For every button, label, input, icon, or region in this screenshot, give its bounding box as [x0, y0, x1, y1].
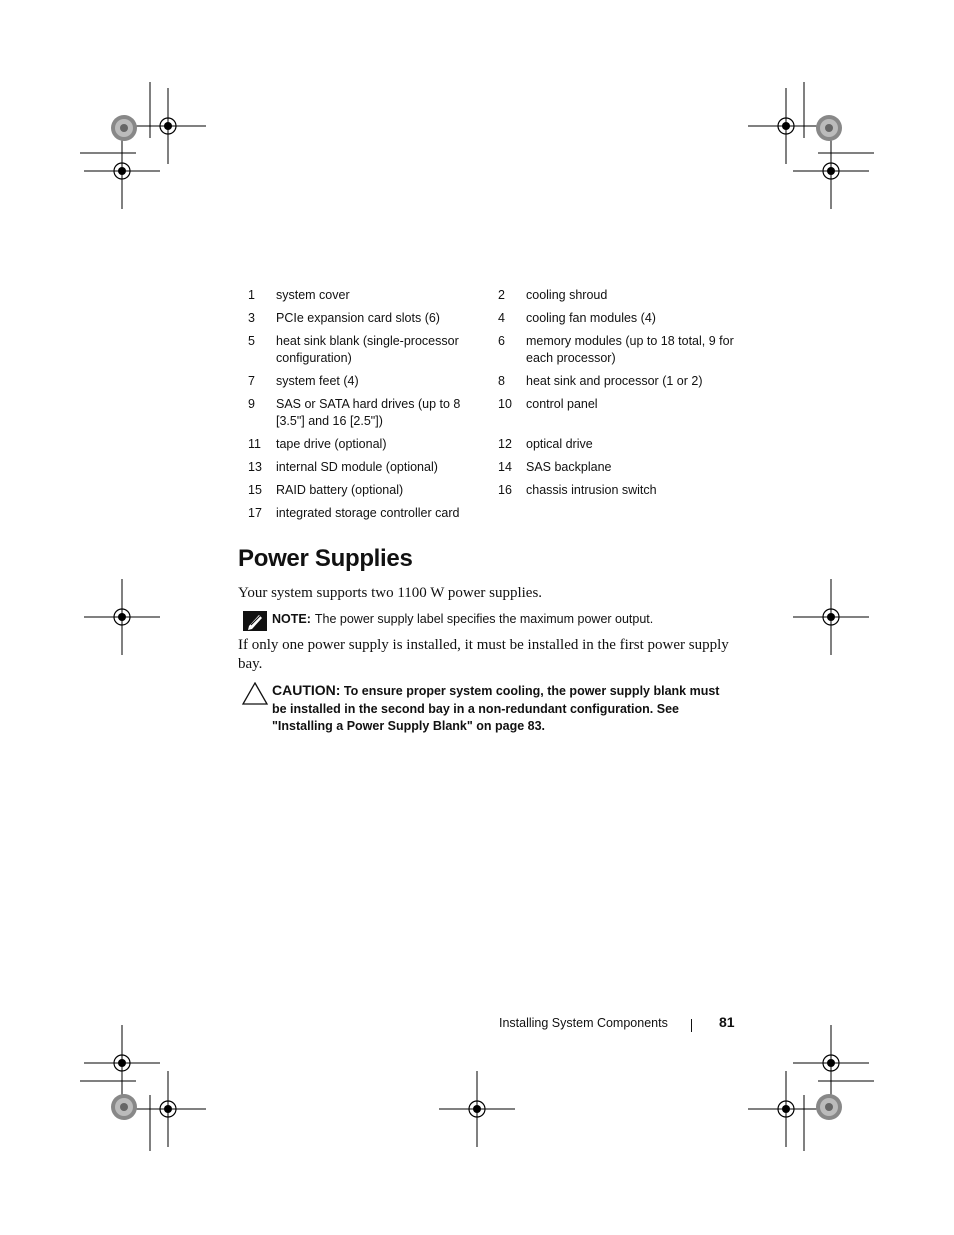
legend-item-label: system cover: [276, 288, 350, 302]
legend-item: [488, 333, 738, 367]
legend-item-label: optical drive: [526, 437, 593, 451]
legend-item: [488, 482, 738, 499]
legend-item-label: cooling shroud: [526, 288, 608, 302]
note-text: The power supply label specifies the maximum power output.: [314, 612, 654, 626]
legend-item: [238, 373, 488, 390]
starburst-mark-icon: [111, 1094, 137, 1120]
registration-mark-icon: [84, 1025, 160, 1101]
legend-item-label: system feet (4): [276, 374, 359, 388]
legend-item-label: chassis intrusion switch: [526, 483, 657, 497]
legend-item-label: SAS or SATA hard drives (up to 8 [3.5"] and 16 [2.5"]): [276, 397, 461, 428]
caution-triangle-icon: [238, 682, 272, 706]
registration-mark-icon: [84, 133, 160, 209]
footer-section-title: Installing System Components: [499, 1016, 668, 1030]
caution-text: To ensure proper system cooling, the power supply blank must be installed in the second bay in a non-redundant configuration. See "Installing a Power Supply Blank" on page 83.: [272, 684, 720, 733]
note-label: NOTE:: [272, 612, 311, 626]
legend-item: [238, 459, 488, 476]
legend-item-number: 16: [498, 483, 512, 497]
legend-item-number: 6: [498, 334, 505, 348]
legend-item-label: heat sink and processor (1 or 2): [526, 374, 703, 388]
legend-item-number: 13: [248, 460, 262, 474]
legend-item-number: 10: [498, 397, 512, 411]
starburst-mark-icon: [816, 115, 842, 141]
legend-item-label: tape drive (optional): [276, 437, 387, 451]
legend-item-label: control panel: [526, 397, 598, 411]
registration-mark-icon: [84, 579, 160, 655]
legend-item: [238, 287, 488, 304]
legend-item: [238, 505, 488, 522]
registration-mark-icon: [793, 579, 869, 655]
legend-item-number: 9: [248, 397, 255, 411]
legend-item-number: 11: [248, 437, 261, 451]
legend-item-label: integrated storage controller card: [276, 506, 460, 520]
legend-item-label: SAS backplane: [526, 460, 612, 474]
legend-item: [238, 436, 488, 453]
starburst-mark-icon: [111, 115, 137, 141]
legend-row: [238, 505, 738, 522]
legend-item: [488, 287, 738, 304]
legend-item-number: [488, 505, 526, 522]
legend-item-label: heat sink blank (single-processor configuration): [276, 334, 459, 365]
legend-item-number: 1: [248, 288, 255, 302]
legend-row: [238, 373, 738, 390]
legend-item-number: 15: [248, 483, 262, 497]
legend-row: [238, 482, 738, 499]
legend-item-label: [526, 505, 738, 522]
legend-row: [238, 287, 738, 304]
legend-item-number: 8: [498, 374, 505, 388]
registration-mark-icon: [130, 1071, 206, 1147]
legend-item-label: RAID battery (optional): [276, 483, 404, 497]
section-heading: Power Supplies: [238, 545, 413, 572]
legend-item-number: 12: [498, 437, 512, 451]
registration-mark-icon: [439, 1071, 515, 1147]
intro-paragraph: Your system supports two 1100 W power supplies.: [238, 585, 543, 601]
legend-item-number: 14: [498, 460, 512, 474]
page-number: 81: [719, 1014, 735, 1030]
registration-mark-icon: [748, 88, 824, 164]
legend-item-number: 3: [248, 311, 255, 325]
legend-item: [488, 436, 738, 453]
legend-item: [488, 505, 738, 522]
legend-item-label: PCIe expansion card slots (6): [276, 311, 440, 325]
legend-item: [238, 396, 488, 430]
legend-item: [488, 373, 738, 390]
legend-item-label: memory modules (up to 18 total, 9 for each processor): [526, 334, 734, 365]
legend-item: [488, 310, 738, 327]
caution-label: CAUTION:: [272, 682, 341, 698]
legend-item-number: 7: [248, 374, 255, 388]
legend-item-label: internal SD module (optional): [276, 460, 438, 474]
note-callout: [238, 611, 738, 631]
legend-item-number: 4: [498, 311, 505, 325]
legend-row: [238, 459, 738, 476]
component-legend: [238, 287, 738, 528]
legend-item: [238, 482, 488, 499]
page-footer: [499, 1014, 739, 1036]
registration-mark-icon: [130, 88, 206, 164]
legend-item-number: 5: [248, 334, 255, 348]
legend-item: [238, 333, 488, 367]
legend-row: [238, 396, 738, 430]
legend-row: [238, 310, 738, 327]
body-paragraph: If only one power supply is installed, it must be installed in the first power supply bay.: [238, 637, 729, 672]
registration-mark-icon: [748, 1071, 824, 1147]
legend-item: [488, 459, 738, 476]
legend-item-number: 2: [498, 288, 505, 302]
legend-row: [238, 333, 738, 367]
legend-item: [488, 396, 738, 430]
caution-callout: [238, 682, 728, 736]
legend-item-label: cooling fan modules (4): [526, 311, 656, 325]
footer-separator: [691, 1019, 692, 1032]
legend-row: [238, 436, 738, 453]
starburst-mark-icon: [816, 1094, 842, 1120]
legend-item-number: 17: [248, 506, 262, 520]
registration-mark-icon: [793, 133, 869, 209]
pencil-note-icon: [238, 611, 272, 631]
registration-mark-icon: [793, 1025, 869, 1101]
legend-item: [238, 310, 488, 327]
